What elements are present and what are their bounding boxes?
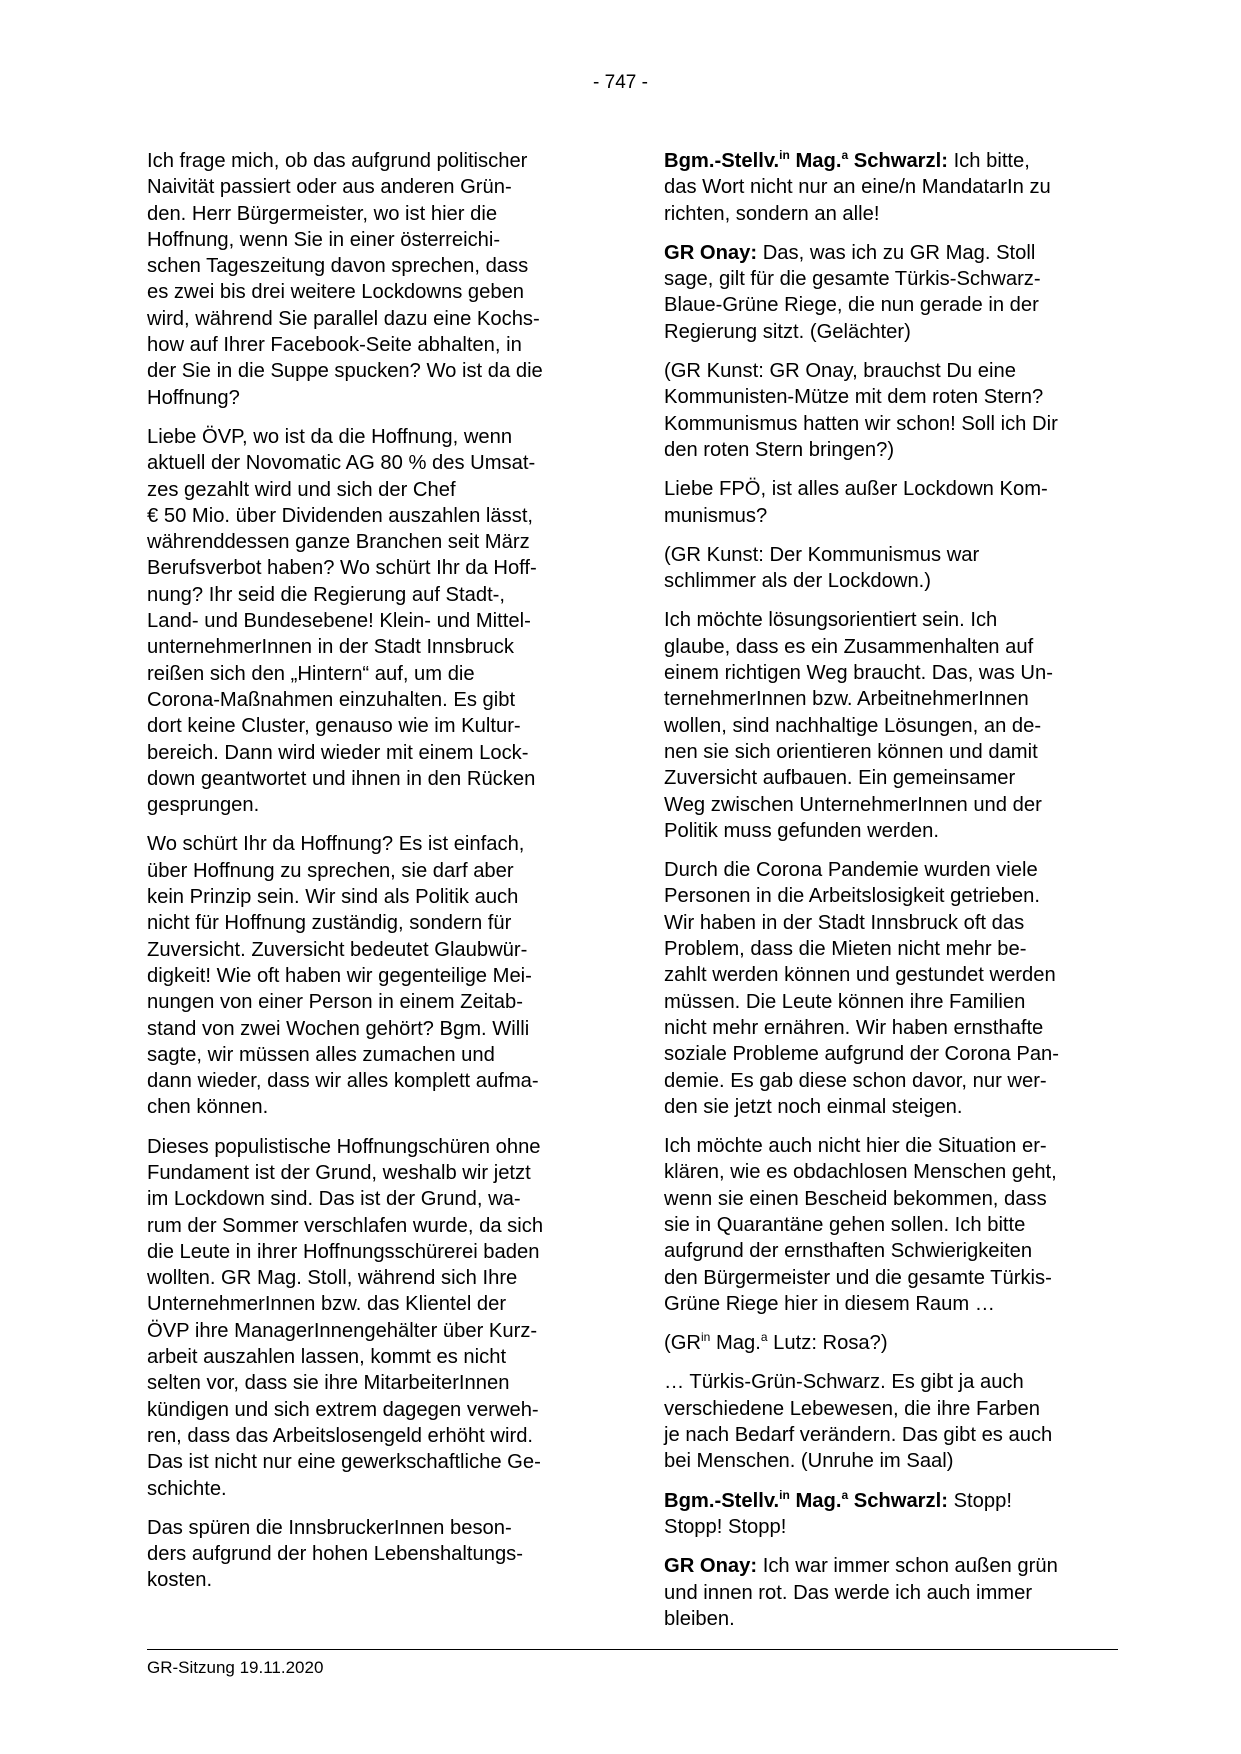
paragraph: (GR Kunst: GR Onay, brauchst Du eine Kommunisten-Mütze mit dem roten Stern? Kommunismus hatten wir schon! Soll ich Dir den roten Stern bringen?) xyxy=(664,360,1058,461)
speech-paragraph xyxy=(664,1553,1126,1632)
speech-text: Das, was ich zu GR Mag. Stoll sage, gilt für die gesamte Türkis-Schwarz- Blaue-Grüne Riege, die nun gerade in der Regierung sitzt. (Gelächter) xyxy=(664,241,1041,343)
speaker-name: GR Onay: xyxy=(664,241,758,264)
paragraph: Dieses populistische Hoffnungschüren ohne Fundament ist der Grund, weshalb wir jetzt im Lockdown sind. Das ist der Grund, wa- rum der Sommer verschlafen wurde, da sich die Leute in ihrer Hoffnungsschürerei baden wollten. GR Mag. Stoll, während sich Ihre UnternehmerInnen bzw. das Klientel der ÖVP ihre ManagerInnengehälter über Kurz- arbeit auszahlen lassen, kommt es nicht selten vor, dass sie ihre MitarbeiterInnen kündigen und sich extrem dagegen verweh- ren, dass das Arbeitslosengeld erhöht wird. Das ist nicht nur eine gewerkschaftliche Ge- schichte. xyxy=(147,1135,544,1500)
speech-text: Ich bitte, das Wort nicht nur an eine/n MandatarIn zu richten, sondern an alle! xyxy=(664,150,1051,225)
speech-text: Ich war immer schon außen grün und innen rot. Das werde ich auch immer bleiben. xyxy=(664,1555,1058,1630)
right-column xyxy=(664,148,1126,1645)
speaker-name: GR Onay: xyxy=(664,1555,758,1578)
paragraph: Ich frage mich, ob das aufgrund politischer Naivität passiert oder aus anderen Grün- den. Herr Bürgermeister, wo ist hier die Hoffnung, wenn Sie in einer österreichi- schen Tageszeitung davon sprechen, dass es zwei bis drei weitere Lockdowns geben wird, während Sie parallel dazu eine Kochs- how auf Ihrer Facebook-Seite abhalten, in der Sie in die Suppe spucken? Wo ist da die Hoffnung? xyxy=(147,150,543,409)
speaker-name: Bgm.-Stellv.$^{in}$ Mag.$^a$ Schwarzl: xyxy=(664,148,948,172)
paragraph: Ich möchte auch nicht hier die Situation er- klären, wie es obdachlosen Menschen geht, wenn sie einen Bescheid bekommen, dass sie in Quarantäne gehen sollen. Ich bitte aufgrund der ernsthaften Schwierigkeiten den Bürgermeister und die gesamte Türkis- Grüne Riege hier in diesem Raum … xyxy=(664,1135,1057,1315)
page-number: - 747 - xyxy=(593,72,648,93)
paragraph: (GR Kunst: Der Kommunismus war schlimmer als der Lockdown.) xyxy=(664,543,980,593)
left-column xyxy=(147,148,602,1607)
speech-paragraph xyxy=(664,240,1126,345)
footer-divider xyxy=(147,1649,1118,1650)
interjection: ($GR^{in}$ Mag.$^a$ Lutz: Rosa?) xyxy=(664,1330,888,1355)
paragraph: Das spüren die InnsbruckerInnen beson- ders aufgrund der hohen Lebenshaltungs- kosten. xyxy=(147,1516,523,1592)
speech-text: Stopp! Stopp! Stopp! xyxy=(664,1489,1012,1538)
paragraph: Ich möchte lösungsorientiert sein. Ich glaube, dass es ein Zusammenhalten auf einem richtigen Weg braucht. Das, was Un- ternehmerInnen bzw. ArbeitnehmerInnen wollen, sind nachhaltige Lösungen, an de- nen sie sich orientieren können und damit Zuversicht aufbauen. Ein gemeinsamer Weg zwischen UnternehmerInnen und der Politik muss gefunden werden. xyxy=(664,609,1053,842)
paragraph: Wo schürt Ihr da Hoffnung? Es ist einfach, über Hoffnung zu sprechen, sie darf aber kein Prinzip sein. Wir sind als Politik auch nicht für Hoffnung zuständig, sondern für Zuversicht. Zuversicht bedeutet Glaubwür- digkeit! Wie oft haben wir gegenteilige Mei- nungen von einer Person in einem Zeitab- stand von zwei Wochen gehört? Bgm. Willi sagte, wir müssen alles zumachen und dann wieder, dass wir alles komplett aufma- chen können. xyxy=(147,833,539,1119)
speech-paragraph xyxy=(664,1488,1126,1541)
paragraph: Liebe FPÖ, ist alles außer Lockdown Kom- munismus? xyxy=(664,478,1048,527)
paragraph: Durch die Corona Pandemie wurden viele Personen in die Arbeitslosigkeit getrieben. Wir haben in der Stadt Innsbruck oft das Problem, dass die Mieten nicht mehr be- zahlt werden können und gestundet werden müssen. Die Leute können ihre Familien nicht mehr ernähren. Wir haben ernsthafte soziale Probleme aufgrund der Corona Pan- demie. Es gab diese schon davor, nur wer- den sie jetzt noch einmal steigen. xyxy=(664,859,1060,1118)
footer-text: GR-Sitzung 19.11.2020 xyxy=(147,1658,324,1677)
speaker-name: Bgm.-Stellv.$^{in}$ Mag.$^a$ Schwarzl: xyxy=(664,1487,948,1512)
paragraph: … Türkis-Grün-Schwarz. Es gibt ja auch verschiedene Lebewesen, die ihre Farben je nach Bedarf verändern. Das gibt es auch bei Menschen. (Unruhe im Saal) xyxy=(664,1371,1053,1473)
speech-paragraph xyxy=(664,148,1126,227)
paragraph: Liebe ÖVP, wo ist da die Hoffnung, wenn aktuell der Novomatic AG 80 % des Umsat- zes gezahlt wird und sich der Chef € 50 Mio. über Dividenden auszahlen lässt, währenddessen ganze Branchen seit März Berufsverbot haben? Wo schürt Ihr da Hoff- nung? Ihr seid die Regierung auf Stadt-, Land- und Bundesebene! Klein- und Mittel- unternehmerInnen in der Stadt Innsbruck reißen sich den „Hintern“ auf, um die Corona-Maßnahmen einzuhalten. Es gibt dort keine Cluster, genauso wie im Kultur- bereich. Dann wird wieder mit einem Lock- down geantwortet und ihnen in den Rücken gesprungen. xyxy=(147,425,537,817)
